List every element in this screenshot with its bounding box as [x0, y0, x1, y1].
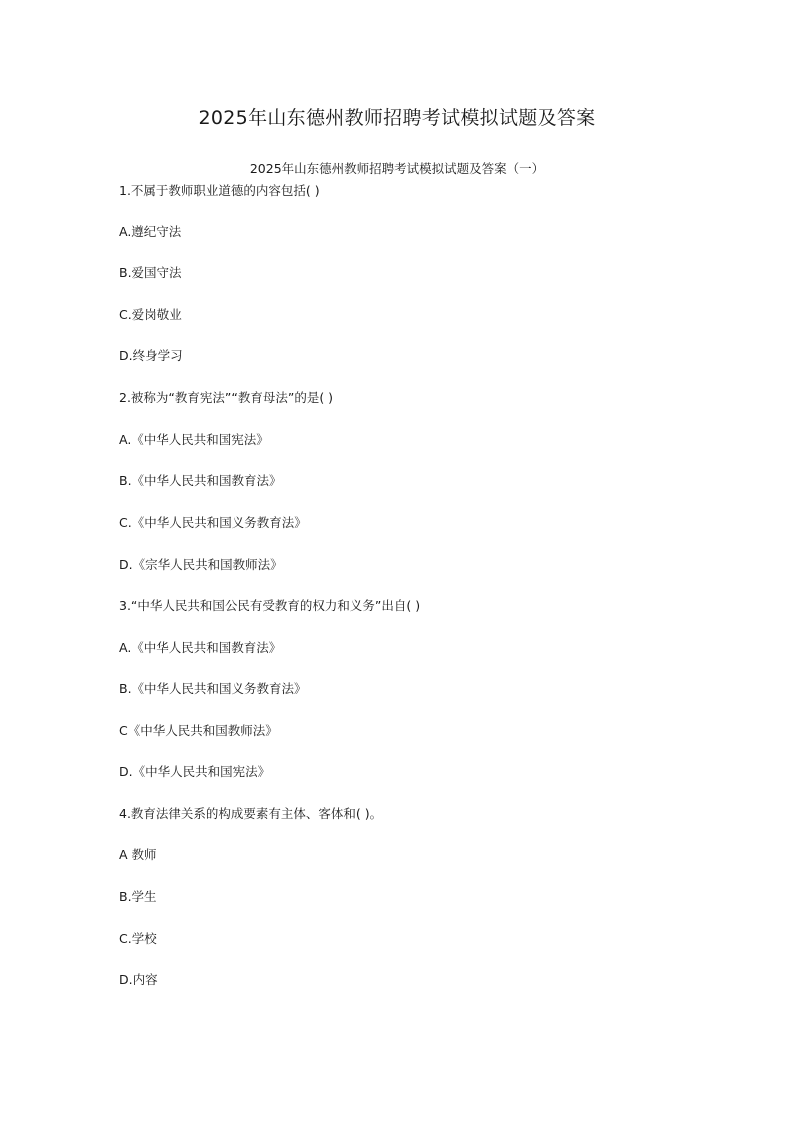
option-4b: B.学生	[119, 889, 157, 904]
option-3d: D.《中华人民共和国宪法》	[119, 764, 271, 779]
option-4d: D.内容	[119, 972, 158, 987]
page-title: 2025年山东德州教师招聘考试模拟试题及答案	[198, 107, 596, 129]
option-4a: A 教师	[119, 847, 157, 862]
option-2c: C.《中华人民共和国义务教育法》	[119, 515, 307, 530]
section-subtitle: 2025年山东德州教师招聘考试模拟试题及答案（一）	[249, 161, 545, 176]
question-3: 3.“中华人民共和国公民有受教育的权力和义务”出自( )	[119, 598, 421, 613]
question-2: 2.被称为“教育宪法”“教育母法”的是( )	[119, 390, 334, 405]
option-1d: D.终身学习	[119, 348, 183, 363]
option-3c: C《中华人民共和国教师法》	[119, 723, 278, 738]
option-4c: C.学校	[119, 931, 157, 946]
question-1: 1.不属于教师职业道德的内容包括( )	[119, 183, 320, 198]
option-1c: C.爱岗敬业	[119, 307, 182, 322]
option-1b: B.爱国守法	[119, 265, 182, 280]
option-1a: A.遵纪守法	[119, 224, 182, 239]
option-2d: D.《宗华人民共和国教师法》	[119, 557, 283, 572]
option-3b: B.《中华人民共和国义务教育法》	[119, 681, 307, 696]
option-2a: A.《中华人民共和国宪法》	[119, 432, 269, 447]
option-2b: B.《中华人民共和国教育法》	[119, 473, 282, 488]
option-3a: A.《中华人民共和国教育法》	[119, 640, 282, 655]
question-4: 4.教育法律关系的构成要素有主体、客体和( )。	[119, 806, 383, 821]
